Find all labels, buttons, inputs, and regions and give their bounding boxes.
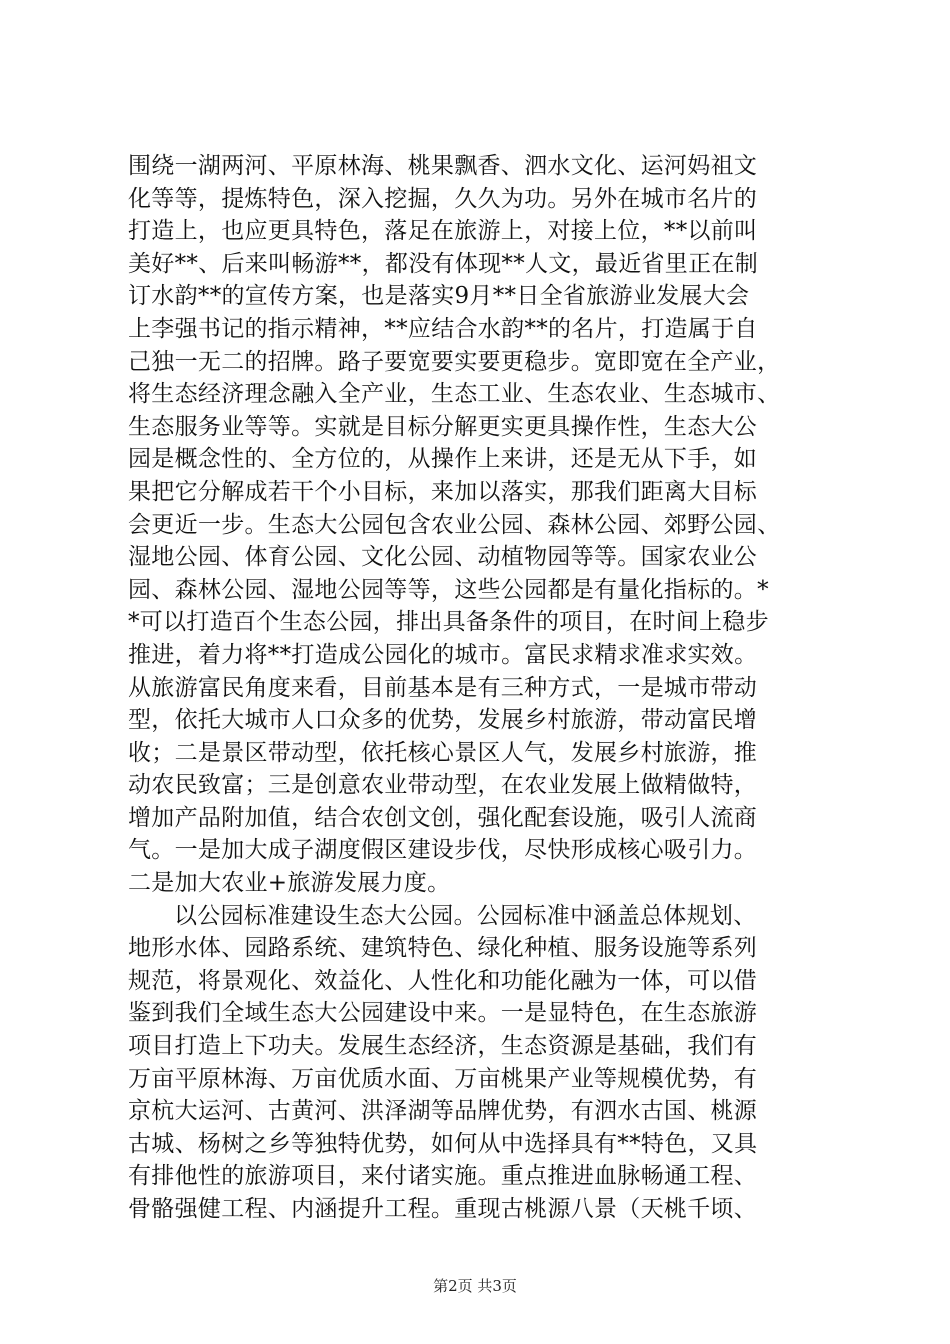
text-line: 订水韵**的宣传方案，也是落实9月**日全省旅游业发展大会 [128, 283, 750, 310]
text-line: 二是加大农业+旅游发展力度。 [128, 870, 451, 897]
text-line: 规范，将景观化、效益化、人性化和功能化融为一体，可以借 [128, 967, 758, 994]
text-line: 园是概念性的、全方位的，从操作上来讲，还是无从下手，如 [128, 446, 758, 473]
text-line: 美好**、后来叫畅游**，都没有体现**人文，最近省里正在制 [128, 250, 758, 277]
text-line: 围绕一湖两河、平原林海、桃果飘香、泗水文化、运河妈祖文 [128, 153, 758, 179]
text-line: 以公园标准建设生态大公园。公园标准中涵盖总体规划、 [174, 902, 757, 929]
text-line: 化等等，提炼特色，深入挖掘，久久为功。另外在城市名片的 [128, 185, 758, 212]
text-line: 京杭大运河、古黄河、洪泽湖等品牌优势，有泗水古国、桃源 [128, 1098, 758, 1125]
text-line: 上李强书记的指示精神，**应结合水韵**的名片，打造属于自 [128, 315, 758, 342]
text-line: *可以打造百个生态公园，排出具备条件的项目，在时间上稳步 [128, 609, 769, 636]
text-line: 地形水体、园路系统、建筑特色、绿化种植、服务设施等系列 [128, 935, 758, 962]
text-line: 鉴到我们全域生态大公园建设中来。一是显特色，在生态旅游 [128, 1000, 758, 1027]
text-line: 万亩平原林海、万亩优质水面、万亩桃果产业等规模优势，有 [128, 1065, 758, 1092]
text-line: 有排他性的旅游项目，来付诸实施。重点推进血脉畅通工程、 [128, 1163, 758, 1190]
text-line: 打造上，也应更具特色，落足在旅游上，对接上位，**以前叫 [128, 218, 758, 245]
paragraph [128, 900, 828, 1226]
text-line: 湿地公园、体育公园、文化公园、动植物园等等。国家农业公 [128, 544, 758, 571]
text-line: 会更近一步。生态大公园包含农业公园、森林公园、郊野公园、 [128, 511, 781, 538]
text-line: 从旅游富民角度来看，目前基本是有三种方式，一是城市带动 [128, 674, 758, 701]
paragraph [128, 150, 828, 900]
text-line: 将生态经济理念融入全产业，生态工业、生态农业、生态城市、 [128, 381, 781, 408]
text-line: 增加产品附加值，结合农创文创，强化配套设施，吸引人流商 [128, 804, 758, 831]
text-line: 古城、杨树之乡等独特优势，如何从中选择具有**特色，又具 [128, 1130, 758, 1157]
text-line: 己独一无二的招牌。路子要宽要实要更稳步。宽即宽在全产业， [128, 348, 781, 375]
page-footer: 第2页 共3页 [433, 1277, 517, 1295]
text-line: 园、森林公园、湿地公园等等，这些公园都是有量化指标的。* [128, 576, 769, 603]
text-line: 生态服务业等等。实就是目标分解更实更具操作性，生态大公 [128, 413, 758, 440]
text-line: 骨骼强健工程、内涵提升工程。重现古桃源八景（天桃千顷、 [128, 1196, 758, 1222]
text-line: 气。一是加大成子湖度假区建设步伐，尽快形成核心吸引力。 [128, 837, 758, 864]
text-line: 动农民致富；三是创意农业带动型，在农业发展上做精做特， [128, 772, 758, 799]
document-body [128, 150, 828, 1226]
text-line: 项目打造上下功夫。发展生态经济，生态资源是基础，我们有 [128, 1033, 758, 1060]
text-line: 果把它分解成若干个小目标，来加以落实，那我们距离大目标 [128, 478, 758, 505]
text-line: 收；二是景区带动型，依托核心景区人气，发展乡村旅游，推 [128, 739, 758, 766]
text-line: 型，依托大城市人口众多的优势，发展乡村旅游，带动富民增 [128, 707, 758, 734]
text-line: 推进，着力将**打造成公园化的城市。富民求精求准求实效。 [128, 641, 758, 668]
